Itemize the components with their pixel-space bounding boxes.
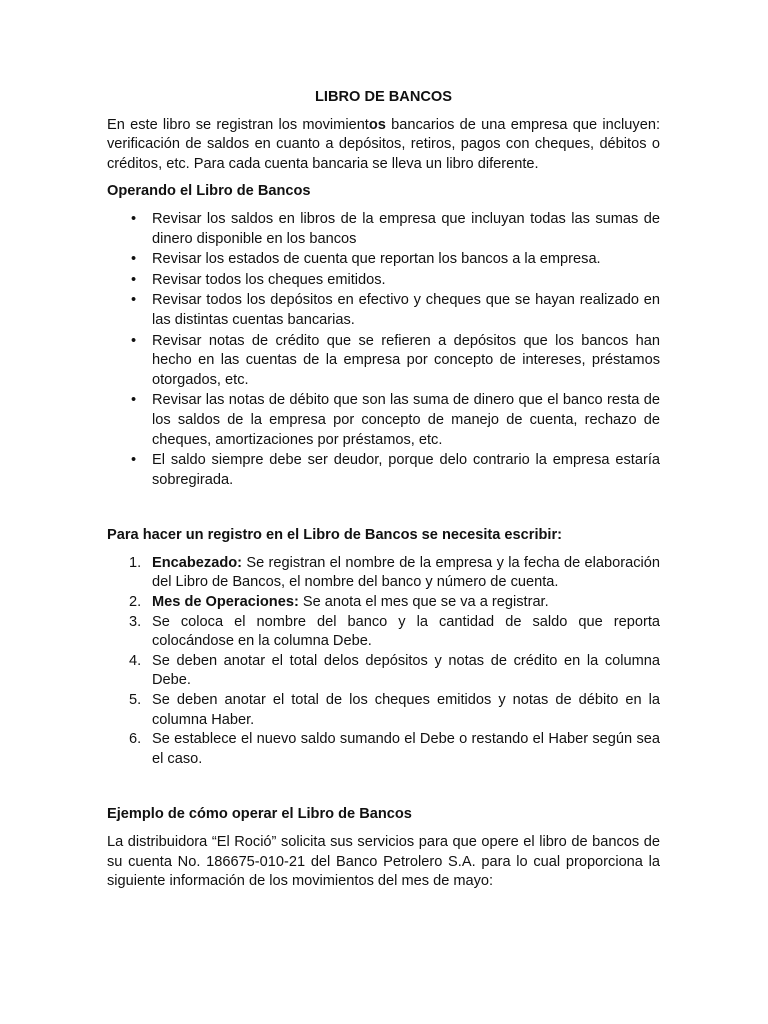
step-bold-label: Mes de Operaciones: <box>152 594 299 611</box>
bullet-icon: • <box>131 392 137 409</box>
intro-text-bold: os <box>368 116 386 133</box>
list-item-text: Revisar notas de crédito que se refieren a depósitos que los bancos han hecho en las cuentas de la empresa por concepto de intereses, préstamos otorgados, etc. <box>152 332 660 388</box>
list-item <box>107 391 660 450</box>
intro-text-part2: bancarios de una empresa que incluyen: verificación de saldos en cuanto a depósitos, retiros, pagos con cheques, débitos o créditos, etc. Para cada cuenta bancaria se lleva un libro diferente. <box>107 116 660 172</box>
step-text: Se deben anotar el total delos depósitos y notas de crédito en la columna Debe. <box>152 652 660 689</box>
list-item <box>107 593 660 613</box>
list-item-text: Revisar todos los cheques emitidos. <box>152 271 386 288</box>
list-item <box>107 652 660 691</box>
section-heading-ejemplo: Ejemplo de cómo operar el Libro de Bancos <box>107 806 412 823</box>
bullet-icon: • <box>131 332 137 349</box>
list-item <box>107 730 660 769</box>
list-item <box>107 451 660 490</box>
step-number: 6. <box>129 731 142 748</box>
bullet-icon: • <box>131 292 137 309</box>
list-item-text: Revisar los saldos en libros de la empresa que incluyan todas las sumas de dinero disponible en los bancos <box>152 210 660 247</box>
list-item-text: Revisar todos los depósitos en efectivo y cheques que se hayan realizado en las distintas cuentas bancarias. <box>152 292 660 328</box>
list-item <box>107 291 660 330</box>
operando-bullet-list <box>107 210 660 490</box>
ejemplo-paragraph: La distribuidora “El Roció” solicita sus servicios para que opere el libro de bancos de su cuenta No. 186675-010-21 del Banco Petrolero S.A. para lo cual proporciona la siguiente información de los movimientos del mes de mayo: <box>107 834 660 890</box>
list-item <box>107 210 660 249</box>
step-number: 1. <box>129 554 142 571</box>
step-number: 3. <box>129 613 142 630</box>
step-text: Se deben anotar el total de los cheques emitidos y notas de débito en la columna Haber. <box>152 692 660 728</box>
step-number: 4. <box>129 652 142 669</box>
bullet-icon: • <box>131 452 137 469</box>
section-heading-operando: Operando el Libro de Bancos <box>107 183 311 200</box>
step-number: 2. <box>129 594 142 611</box>
list-item <box>107 271 660 291</box>
intro-text-part1: En este libro se registran los movimient <box>107 116 369 133</box>
step-text: Se anota el mes que se va a registrar. <box>298 594 549 611</box>
step-text: Se coloca el nombre del banco y la cantidad de saldo que reporta colocándose en la columna Debe. <box>152 613 660 650</box>
document-page <box>107 88 660 892</box>
list-item <box>107 691 660 730</box>
bullet-icon: • <box>131 210 137 227</box>
intro-paragraph <box>107 116 660 175</box>
document-title: LIBRO DE BANCOS <box>314 89 453 105</box>
list-item-text: Revisar las notas de débito que son las suma de dinero que el banco resta de los saldos de la empresa por concepto de manejo de cuenta, rechazo de cheques, amortizaciones por préstamos, etc. <box>152 392 660 448</box>
step-number: 5. <box>129 692 142 709</box>
step-text: Se establece el nuevo saldo sumando el Debe o restando el Haber según sea el caso. <box>152 731 660 767</box>
list-item <box>107 613 660 652</box>
list-item <box>107 332 660 391</box>
section-heading-registro: Para hacer un registro en el Libro de Bancos se necesita escribir: <box>107 527 563 544</box>
step-text: Se registran el nombre de la empresa y la fecha de elaboración del Libro de Bancos, el nombre del banco y número de cuenta. <box>152 554 660 591</box>
list-item-text: El saldo siempre debe ser deudor, porque delo contrario la empresa estaría sobregirada. <box>152 452 660 488</box>
list-item-text: Revisar los estados de cuenta que reportan los bancos a la empresa. <box>152 251 601 268</box>
list-item <box>107 554 660 593</box>
step-bold-label: Encabezado: <box>152 554 243 571</box>
bullet-icon: • <box>131 251 137 268</box>
registro-numbered-list <box>107 554 660 770</box>
bullet-icon: • <box>131 271 137 288</box>
list-item <box>107 250 660 270</box>
